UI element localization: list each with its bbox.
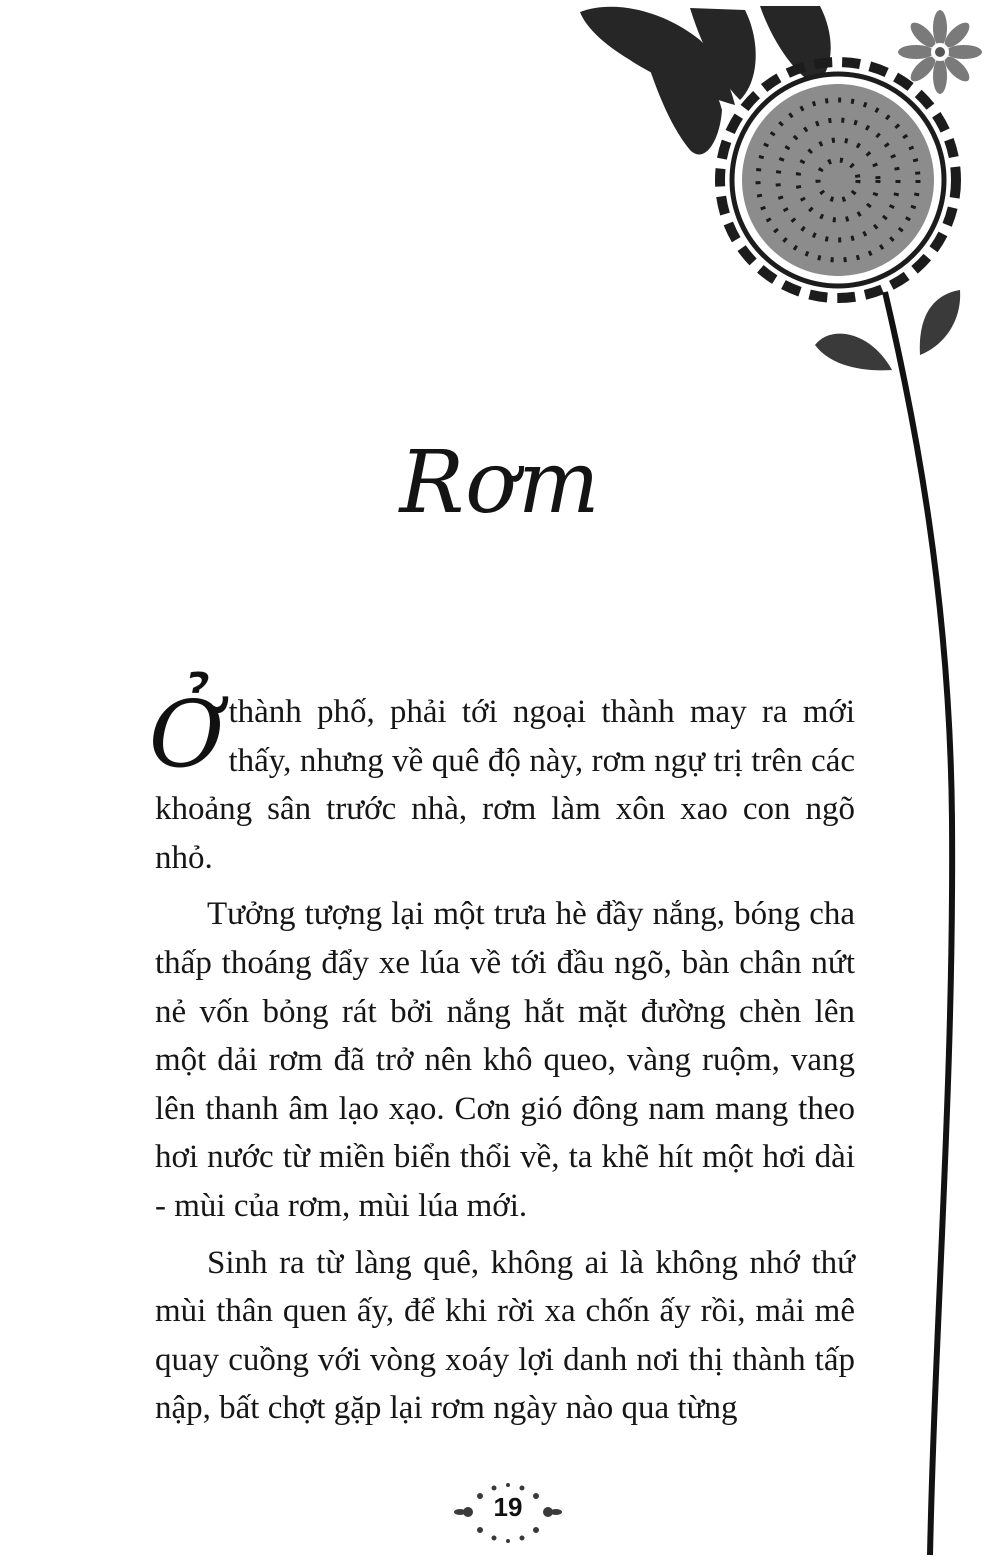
paragraph-3: Sinh ra từ làng quê, không ai là không nhớ thứ mùi thân quen ấy, để khi rời xa chốn ấy rồi, mải mê quay cuồng với vòng xoáy lợi danh nơi thị thành tấp nập, bất chợt gặp lại rơm ngày nào qua từng: [155, 1244, 855, 1427]
page-folio: [448, 1474, 568, 1554]
chapter-title: Rơm: [399, 433, 601, 533]
flower-head-icon: [720, 62, 956, 298]
body-text: [149, 681, 855, 1441]
leaves-icon: [815, 290, 960, 370]
small-flower-icon: [898, 10, 982, 94]
page-number: 19: [493, 1492, 523, 1522]
drop-cap: Ở: [149, 681, 225, 788]
paragraph-2: Tưởng tượng lại một trưa hè đầy nắng, bóng cha thấp thoáng đẩy xe lúa về tới đầu ngõ, bàn chân nứt nẻ vốn bỏng rát bởi nắng hắt mặt đường chèn lên một dải rơm đã trở nên khô queo, vàng ruộm, vang lên thanh âm lạo xạo. Cơn gió đông nam mang theo hơi nước từ miền biển thổi về, ta khẽ hít một hơi dài - mùi của rơm, mùi lúa mới.: [155, 896, 855, 1224]
petals-icon: [580, 6, 831, 154]
paragraph-1-text: thành phố, phải tới ngoại thành may ra mới thấy, nhưng về quê độ này, rơm ngự trị trên các khoảng sân trước nhà, rơm làm xôn xao con ngõ nhỏ.: [155, 694, 855, 876]
paragraph-1: [149, 681, 855, 882]
